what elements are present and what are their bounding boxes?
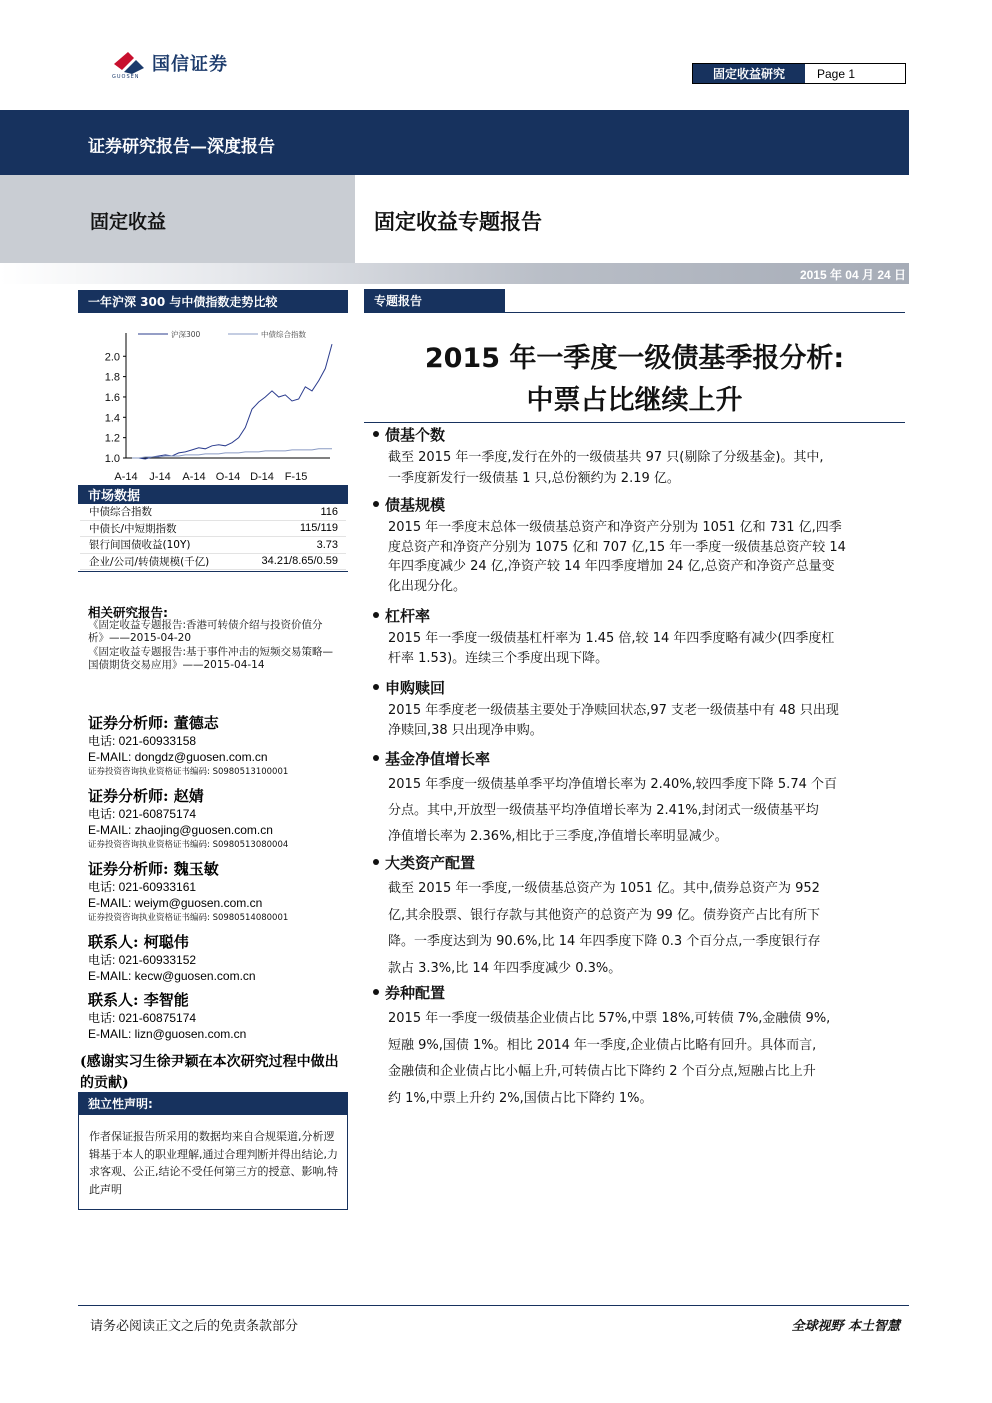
chart-y-tick-label: 1.4	[104, 412, 120, 425]
market-value: 115/119	[299, 522, 338, 535]
bullet-dot-icon	[373, 755, 379, 761]
bullet-section	[370, 424, 905, 445]
paragraph-line: 度总资产和净资产分别为 1075 亿和 707 亿,15 年一季度一级债基总资产较 14	[388, 539, 846, 555]
contact-phone: 电话: 021-60875174	[88, 1011, 197, 1025]
analyst-email[interactable]: E-MAIL: weiym@guosen.com.cn	[88, 896, 263, 910]
paragraph-line: 一季度新发行一级债基 1 只,总份额约为 2.19 亿。	[388, 471, 680, 486]
paragraph-line: 净赎回,38 只出现净申购。	[388, 723, 543, 738]
header-tag-page: Page 1	[817, 66, 856, 81]
market-label: 中债长/中短期指数	[89, 522, 177, 535]
contact-person: 李智能	[143, 991, 189, 1009]
analyst-phone: 电话: 021-60875174	[88, 807, 197, 821]
bullet-heading	[370, 852, 905, 873]
related-reports-title: 相关研究报告:	[88, 605, 168, 620]
related-report-item[interactable]: 《固定收益专题报告:基于事件冲击的短频交易策略—国债期货交易应用》——2015-04-14	[88, 646, 334, 671]
analyst-cert: 证券投资咨询执业资格证书编码: S0980514080001	[88, 913, 289, 923]
analyst-phone: 电话: 021-60933158	[88, 734, 197, 748]
chart-x-tick-label: A-14	[114, 471, 138, 483]
bullet-heading	[370, 494, 905, 515]
chart-x-tick-label: F-15	[284, 471, 308, 483]
chart-series-line	[132, 344, 332, 459]
market-data-table	[80, 504, 346, 570]
bullet-heading-text: 券种配置	[385, 984, 446, 1002]
report-title	[364, 338, 905, 422]
report-title-line2: 中票占比继续上升	[526, 385, 743, 416]
contact-block	[88, 989, 246, 1042]
analyst-name	[88, 785, 288, 806]
contact-phone: 电话: 021-60933152	[88, 953, 197, 967]
category-label: 固定收益	[90, 211, 167, 233]
paragraph-line: 2015 年季度老一级债基主要处于净赎回状态,97 支老一级债基中有 48 只出现	[388, 703, 839, 718]
bullet-dot-icon	[373, 501, 379, 507]
contact-person: 柯聪伟	[143, 933, 189, 951]
analyst-cert: 证券投资咨询执业资格证书编码: S0980513080004	[88, 840, 289, 850]
report-date: 2015 年 04 月 24 日	[799, 268, 906, 282]
contact-name	[88, 931, 256, 952]
paragraph-line: 金融债和企业债占比小幅上升,可转债占比下降约 2 个百分点,短融占比上升	[388, 1064, 816, 1079]
analyst-block	[88, 785, 288, 852]
bullet-section	[370, 982, 905, 1003]
contact-email[interactable]: E-MAIL: lizn@guosen.com.cn	[88, 1027, 247, 1041]
footer-slogan: 全球视野 本土智慧	[791, 1319, 900, 1334]
market-value: 34.21/8.65/0.59	[261, 555, 338, 568]
analyst-name	[88, 712, 288, 733]
bullet-heading-text: 债基个数	[385, 426, 446, 444]
bullet-heading-text: 杠杆率	[385, 607, 431, 625]
bullet-dot-icon	[373, 431, 379, 437]
analyst-role: 证券分析师:	[88, 860, 169, 878]
market-label: 中债综合指数	[89, 506, 152, 519]
date-bar	[0, 263, 909, 284]
report-title-line1: 2015 年一季度一级债基季报分析:	[424, 343, 845, 374]
report-type-divider	[364, 312, 905, 313]
paragraph-line: 约 1%,中票上升约 2%,国债占比下降约 1%。	[388, 1090, 653, 1106]
analyst-role: 证券分析师:	[88, 787, 169, 805]
header-tag	[692, 63, 906, 84]
bullet-heading	[370, 677, 905, 698]
contact-role: 联系人:	[88, 933, 139, 951]
paragraph-line: 2015 年一季度末总体一级债基总资产和净资产分别为 1051 亿和 731 亿,四季	[388, 520, 842, 535]
chart-y-tick-label: 2.0	[104, 351, 120, 364]
bullet-heading-text: 基金净值增长率	[385, 750, 491, 768]
bullet-paragraph	[388, 447, 905, 489]
contact-email[interactable]: E-MAIL: kecw@guosen.com.cn	[88, 969, 256, 983]
bullet-paragraph	[388, 701, 905, 741]
paragraph-line: 短融 9%,国债 1%。相比 2014 年一季度,企业债占比略有回升。具体而言,	[388, 1037, 817, 1053]
chart-svg	[78, 313, 348, 485]
footer-disclaimer: 请务必阅读正文之后的免责条款部分	[90, 1319, 299, 1334]
bullet-heading	[370, 605, 905, 626]
bullet-section	[370, 677, 905, 698]
bullet-paragraph	[388, 1006, 905, 1112]
bullet-dot-icon	[373, 612, 379, 618]
header-tag-research: 固定收益研究	[693, 64, 805, 83]
section-title: 固定收益专题报告	[374, 209, 542, 234]
paragraph-line: 杆率 1.53)。连续三个季度出现下降。	[388, 651, 609, 666]
paragraph-line: 2015 年季度一级债基单季平均净值增长率为 2.40%,较四季度下降 5.74 个百	[388, 777, 837, 792]
chart-x-tick-label: D-14	[250, 471, 274, 483]
chart-x-tick-label: A-14	[182, 471, 206, 483]
analyst-name	[88, 858, 288, 879]
bullet-paragraph	[388, 518, 905, 596]
market-divider	[78, 571, 348, 572]
analyst-role: 证券分析师:	[88, 714, 169, 732]
market-row	[80, 537, 346, 554]
chart-legend-label: 中债综合指数	[261, 330, 306, 339]
market-value: 3.73	[316, 538, 338, 551]
category-panel	[0, 175, 355, 263]
chart-heading: 一年沪深 300 与中债指数走势比较	[78, 290, 348, 313]
logo-mark-icon	[112, 50, 146, 76]
paragraph-line: 亿,其余股票、银行存款与其他资产的总资产为 99 亿。债券资产占比有所下	[388, 907, 820, 923]
bullet-paragraph	[388, 629, 905, 669]
bullet-dot-icon	[373, 859, 379, 865]
paragraph-line: 款占 3.3%,比 14 年四季度减少 0.3%。	[388, 960, 622, 976]
index-chart	[78, 313, 348, 485]
analyst-cert: 证券投资咨询执业资格证书编码: S0980513100001	[88, 767, 289, 777]
bullet-heading-text: 大类资产配置	[385, 854, 476, 872]
contact-block	[88, 931, 256, 984]
bullet-dot-icon	[373, 989, 379, 995]
market-row	[80, 504, 346, 521]
analyst-phone: 电话: 021-60933161	[88, 880, 197, 894]
paragraph-line: 截至 2015 年一季度,发行在外的一级债基共 97 只(剔除了分级基金)。其中,	[388, 450, 824, 465]
bullet-section	[370, 748, 905, 769]
logo-subtext: GUOSEN	[112, 74, 140, 80]
paragraph-line: 分点。其中,开放型一级债基平均净值增长率为 2.41%,封闭式一级债基平均	[388, 803, 819, 818]
bullet-heading	[370, 424, 905, 445]
chart-y-tick-label: 1.2	[104, 432, 120, 445]
chart-y-tick-label: 1.0	[104, 453, 120, 465]
related-report-item[interactable]: 《固定收益专题报告:香港可转债介绍与投资价值分析》——2015-04-20	[88, 619, 323, 644]
market-row	[80, 554, 346, 571]
bullet-section	[370, 852, 905, 873]
market-label: 银行间国债收益(10Y)	[89, 539, 191, 552]
logo-text: 国信证券	[152, 54, 228, 75]
paragraph-line: 2015 年一季度一级债基杠杆率为 1.45 倍,较 14 年四季度略有减少(四季度杠	[388, 631, 835, 646]
thanks-note: (感谢实习生徐尹颖在本次研究过程中做出的贡献)	[80, 1054, 339, 1091]
contact-name	[88, 989, 246, 1010]
bullet-heading-text: 债基规模	[385, 496, 446, 514]
bullet-section	[370, 494, 905, 515]
bullet-heading-text: 申购赎回	[385, 679, 446, 697]
market-value: 116	[320, 505, 338, 518]
paragraph-line: 年四季度减少 24 亿,净资产较 14 年四季度增加 24 亿,总资产和净资产总量变	[388, 559, 835, 574]
chart-y-tick-label: 1.8	[104, 371, 120, 384]
analyst-block	[88, 712, 288, 779]
chart-legend-label: 沪深300	[171, 330, 201, 339]
paragraph-line: 2015 年一季度一级债基企业债占比 57%,中票 18%,可转债 7%,金融债 9%,	[388, 1011, 831, 1026]
analyst-email[interactable]: E-MAIL: dongdz@guosen.com.cn	[88, 750, 268, 764]
paragraph-line: 化出现分化。	[388, 578, 467, 594]
bullet-heading	[370, 748, 905, 769]
independence-heading: 独立性声明:	[78, 1092, 348, 1115]
bullet-section	[370, 605, 905, 626]
analyst-person: 魏玉敏	[173, 860, 219, 878]
footer-divider	[78, 1305, 909, 1306]
analyst-person: 董德志	[173, 714, 219, 732]
bullet-heading	[370, 982, 905, 1003]
bullet-dot-icon	[373, 684, 379, 690]
market-data-heading: 市场数据	[78, 485, 348, 504]
analyst-email[interactable]: E-MAIL: zhaojing@guosen.com.cn	[88, 823, 273, 837]
chart-series-line	[132, 449, 332, 458]
market-label: 企业/公司/转债规模(千亿)	[89, 555, 210, 568]
analyst-person: 赵婧	[173, 787, 204, 805]
bullet-paragraph	[388, 876, 905, 982]
paragraph-line: 净值增长率为 2.36%,相比于三季度,净值增长率明显减少。	[388, 829, 728, 844]
independence-statement: 作者保证报告所采用的数据均来自合规渠道,分析逻辑基于本人的职业理解,通过合理判断并得出结论,力求客观、公正,结论不受任何第三方的授意、影响,特此声明	[78, 1115, 348, 1210]
analyst-block	[88, 858, 288, 925]
contact-role: 联系人:	[88, 991, 139, 1009]
chart-y-tick-label: 1.6	[104, 391, 120, 404]
market-row	[80, 521, 346, 538]
title-divider	[364, 422, 905, 423]
report-type-tag: 专题报告	[364, 289, 505, 312]
chart-x-tick-label: J-14	[149, 471, 171, 483]
paragraph-line: 降。一季度达到为 90.6%,比 14 年四季度下降 0.3 个百分点,一季度银行存	[388, 934, 821, 949]
bullet-paragraph	[388, 772, 905, 850]
banner-title: 证券研究报告—深度报告	[88, 137, 275, 157]
chart-x-tick-label: O-14	[215, 471, 241, 483]
paragraph-line: 截至 2015 年一季度,一级债基总资产为 1051 亿。其中,债券总资产为 952	[388, 881, 820, 896]
